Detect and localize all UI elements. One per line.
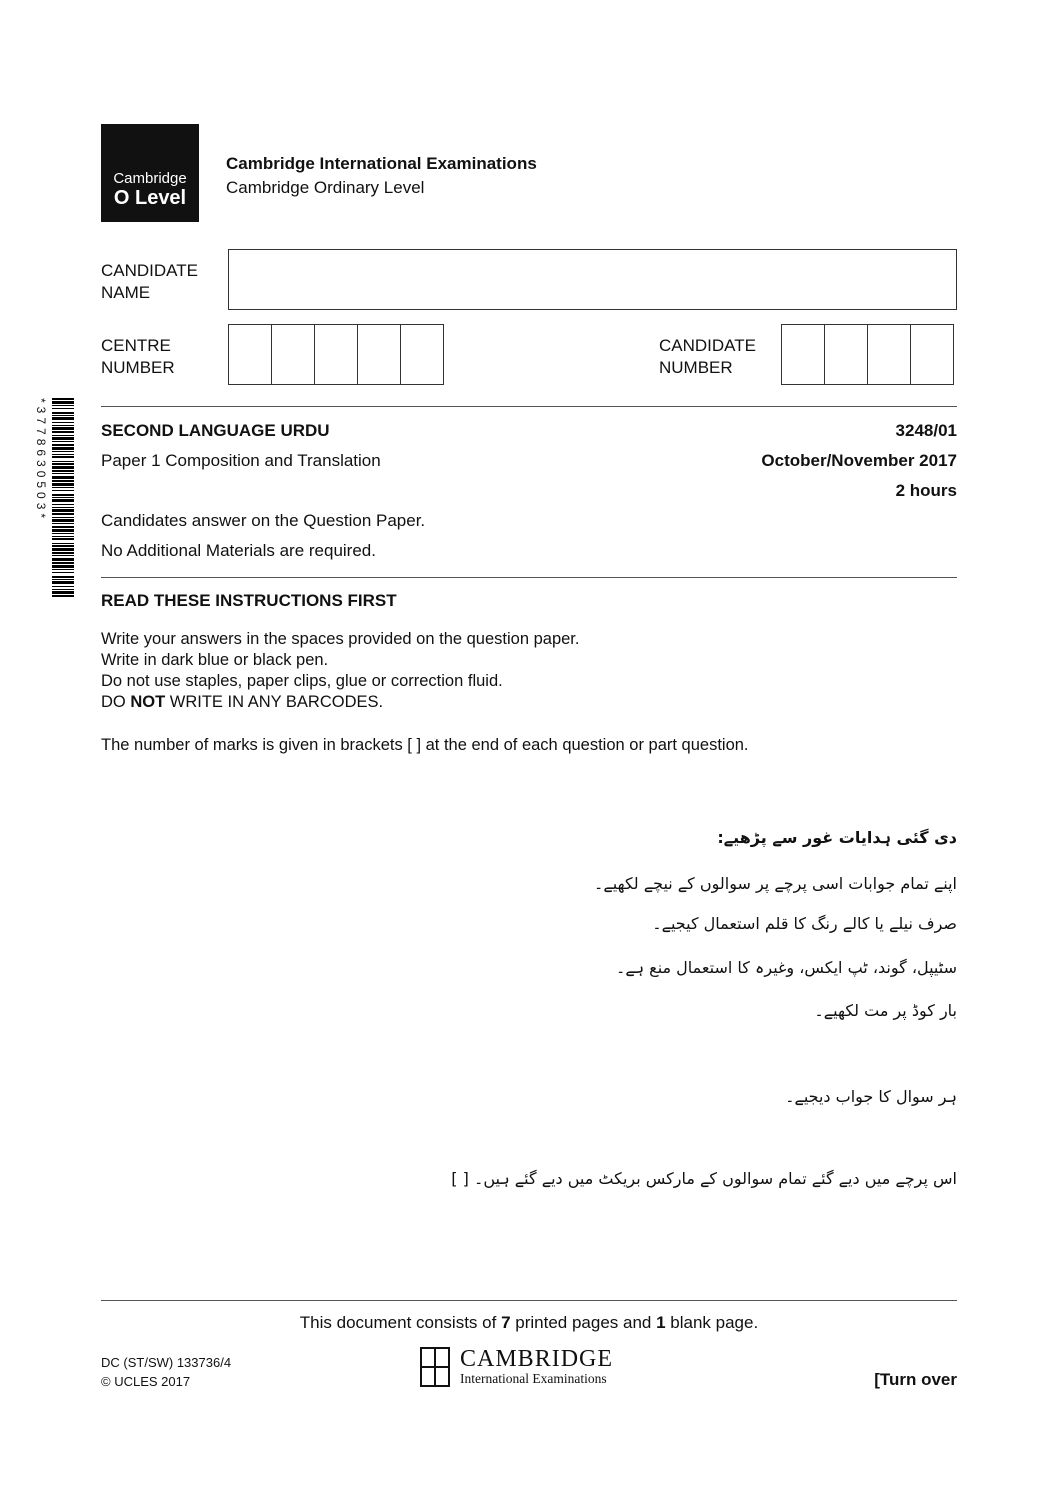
candidate-name-label-line1: CANDIDATE xyxy=(101,261,198,280)
instructions-heading: READ THESE INSTRUCTIONS FIRST xyxy=(101,591,397,610)
materials-note: No Additional Materials are required. xyxy=(101,541,376,560)
centre-number-label xyxy=(101,335,175,379)
barcode-number: *3778630503* xyxy=(34,398,48,523)
centre-number-cell[interactable] xyxy=(400,324,444,385)
logo-line1: Cambridge xyxy=(113,170,187,187)
answer-note: Candidates answer on the Question Paper. xyxy=(101,511,426,530)
candidate-number-field[interactable] xyxy=(782,324,954,385)
centre-number-label-line1: CENTRE xyxy=(101,336,171,355)
urdu-line: بار کوڈ پر مت لکھیے۔ xyxy=(814,1001,957,1020)
candidate-number-cell[interactable] xyxy=(867,324,911,385)
instruction-line: Do not use staples, paper clips, glue or correction fluid. xyxy=(101,672,503,690)
divider xyxy=(101,406,957,407)
urdu-heading: دی گئی ہدایات غور سے پڑھیے: xyxy=(717,828,957,847)
marks-note: The number of marks is given in brackets [ ] at the end of each question or part question. xyxy=(101,736,749,754)
turn-over: [Turn over xyxy=(874,1370,957,1389)
candidate-number-label-line2: NUMBER xyxy=(659,358,733,377)
candidate-number-label xyxy=(659,335,756,379)
cambridge-wordmark: CAMBRIDGE xyxy=(460,1346,614,1372)
candidate-name-label-line2: NAME xyxy=(101,283,151,302)
paper-code: 3248/01 xyxy=(895,421,957,440)
instruction-line: Write in dark blue or black pen. xyxy=(101,651,329,669)
candidate-name-field[interactable] xyxy=(228,249,957,310)
duration: 2 hours xyxy=(895,481,957,500)
logo-line2: O Level xyxy=(113,187,187,209)
candidate-number-cell[interactable] xyxy=(910,324,954,385)
centre-number-cell[interactable] xyxy=(357,324,401,385)
centre-number-cell[interactable] xyxy=(228,324,272,385)
cambridge-o-level-logo xyxy=(101,124,199,222)
page-count-number: 7 xyxy=(501,1313,511,1332)
instructions-list xyxy=(101,629,579,713)
divider xyxy=(101,577,957,578)
instruction-line: Write your answers in the spaces provided on the question paper. xyxy=(101,630,580,648)
candidate-number-cell[interactable] xyxy=(824,324,868,385)
org-name: Cambridge International Examinations xyxy=(226,154,537,173)
barcode-bar xyxy=(52,595,74,597)
footer-ref-block xyxy=(101,1353,231,1391)
page-count-text: printed pages and xyxy=(510,1313,657,1332)
instruction-emphasis: NOT xyxy=(130,693,166,711)
candidate-number-label-line1: CANDIDATE xyxy=(659,336,756,355)
instruction-line-part: WRITE IN ANY BARCODES. xyxy=(165,693,384,711)
candidate-name-label xyxy=(101,260,198,304)
urdu-line: ہر سوال کا جواب دیجیے۔ xyxy=(785,1087,957,1106)
cambridge-wordmark-sub: International Examinations xyxy=(460,1371,607,1386)
instruction-line xyxy=(101,692,579,713)
page-count-number: 1 xyxy=(656,1313,666,1332)
level-name: Cambridge Ordinary Level xyxy=(226,178,425,197)
page-count xyxy=(0,1313,1058,1333)
centre-number-cell[interactable] xyxy=(314,324,358,385)
urdu-line: سٹیپل، گوند، ٹپ ایکس، وغیرہ کا استعمال منع ہے۔ xyxy=(615,958,957,977)
page-count-text: This document consists of xyxy=(299,1313,502,1332)
centre-number-cell[interactable] xyxy=(271,324,315,385)
candidate-number-cell[interactable] xyxy=(781,324,825,385)
centre-number-label-line2: NUMBER xyxy=(101,358,175,377)
instruction-line-part: DO xyxy=(101,693,131,711)
session: October/November 2017 xyxy=(761,451,957,470)
subject: SECOND LANGUAGE URDU xyxy=(101,421,330,440)
copyright: © UCLES 2017 xyxy=(101,1374,191,1389)
centre-number-field[interactable] xyxy=(229,324,444,385)
paper-title: Paper 1 Composition and Translation xyxy=(101,451,381,470)
urdu-line: اس پرچے میں دیے گئے تمام سوالوں کے مارکس بریکٹ میں دیے گئے ہیں۔ [ ] xyxy=(451,1169,957,1188)
urdu-line: صرف نیلے یا کالے رنگ کا قلم استعمال کیجیے۔ xyxy=(652,914,957,933)
cambridge-crest-icon xyxy=(420,1347,450,1387)
doc-ref: DC (ST/SW) 133736/4 xyxy=(101,1355,232,1370)
urdu-line: اپنے تمام جوابات اسی پرچے پر سوالوں کے نیچے لکھیے۔ xyxy=(593,874,957,893)
divider xyxy=(101,1300,957,1301)
barcode xyxy=(52,398,74,598)
page-count-text: blank page. xyxy=(665,1313,759,1332)
